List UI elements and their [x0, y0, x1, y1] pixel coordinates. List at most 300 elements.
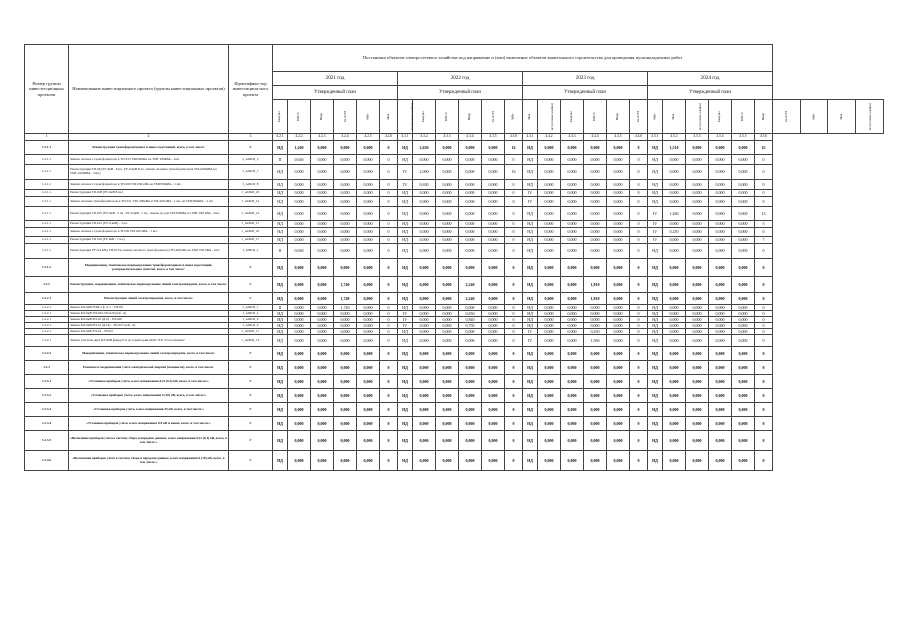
- value-cell: 0: [505, 451, 523, 471]
- value-cell: НД: [648, 451, 663, 471]
- value-cell: 0,000: [561, 221, 584, 228]
- value-cell: 0,000: [538, 311, 561, 317]
- value-cell: НД: [523, 305, 538, 311]
- value-cell: 0,000: [459, 141, 482, 155]
- header-year-2024: 2024 год: [648, 72, 773, 86]
- value-cell: 0,000: [334, 311, 357, 317]
- value-cell: 0,000: [334, 244, 357, 259]
- value-cell: 0,650: [459, 311, 482, 317]
- value-cell: 0: [505, 244, 523, 259]
- project-name-cell: Замена силового трансформатора в ТП-020 ТМ 630 кВА на ТМГ630кВА - 1 шт.: [69, 180, 229, 190]
- value-cell: 0,000: [311, 361, 334, 375]
- value-cell: 0,000: [709, 293, 732, 305]
- project-id-cell: Г: [229, 431, 273, 451]
- project-id-cell: Г: [229, 417, 273, 431]
- value-cell: 0,000: [413, 431, 436, 451]
- value-cell: 1,740: [334, 277, 357, 293]
- group-number-cell: 1.2.3.3: [25, 403, 69, 417]
- value-cell: 0,000: [663, 155, 686, 165]
- value-cell: 0: [630, 259, 648, 277]
- column-number: 4.5.4: [709, 134, 732, 141]
- value-cell: 0,000: [561, 375, 584, 389]
- value-cell: НД: [398, 335, 413, 347]
- value-cell: 2,630: [413, 141, 436, 155]
- subcol-label: МВт: [811, 113, 816, 120]
- value-cell: 0,000: [482, 329, 505, 335]
- value-cell: 0,000: [357, 311, 380, 317]
- value-cell: IV: [398, 180, 413, 190]
- value-cell: 0,000: [436, 259, 459, 277]
- value-cell: 0,000: [709, 277, 732, 293]
- table-row: [25, 293, 884, 305]
- value-cell: 0: [505, 259, 523, 277]
- value-cell: 0,000: [311, 221, 334, 228]
- table-row: [25, 244, 884, 259]
- value-cell: 0,000: [732, 197, 755, 207]
- column-number: 4.2.1: [273, 134, 288, 141]
- value-cell: 0: [505, 335, 523, 347]
- value-cell: 0,000: [686, 293, 709, 305]
- value-cell: 0,000: [436, 197, 459, 207]
- group-number-cell: 1.2.2.1: [25, 311, 69, 317]
- value-cell: 0,000: [413, 329, 436, 335]
- column-number: 4.2.2: [288, 134, 311, 141]
- value-cell: 0,000: [686, 244, 709, 259]
- value-cell: 0,000: [732, 451, 755, 471]
- value-cell: IV: [398, 323, 413, 329]
- value-cell: НД: [273, 165, 288, 180]
- value-cell: 0,000: [311, 417, 334, 431]
- value-cell: 0,000: [709, 417, 732, 431]
- project-name-cell: Замена КЛ-6кВ ГПП-2 ф. Р-1 - ТП-06: [69, 305, 229, 311]
- table-row: [25, 389, 884, 403]
- value-cell: 0,000: [607, 389, 630, 403]
- value-cell: 0,000: [663, 277, 686, 293]
- value-cell: 0,000: [732, 155, 755, 165]
- group-number-cell: 1.2.1.2: [25, 259, 69, 277]
- value-cell: 1,740: [334, 293, 357, 305]
- subcol-header: [755, 100, 773, 134]
- value-cell: 0,000: [459, 451, 482, 471]
- table-row: [25, 347, 884, 361]
- value-cell: 0: [755, 155, 773, 165]
- value-cell: 0,000: [709, 207, 732, 221]
- subcol-header: [584, 100, 607, 134]
- value-cell: 0,000: [584, 207, 607, 221]
- value-cell: 0,000: [311, 347, 334, 361]
- value-cell: 0,000: [663, 451, 686, 471]
- subcol-header: [357, 100, 380, 134]
- value-cell: 0,000: [436, 190, 459, 197]
- value-cell: 0,000: [663, 165, 686, 180]
- value-cell: 0,000: [334, 431, 357, 451]
- value-cell: 0: [380, 311, 398, 317]
- value-cell: 0: [630, 244, 648, 259]
- value-cell: 0,000: [709, 180, 732, 190]
- value-cell: 0: [630, 165, 648, 180]
- value-cell: 0,000: [732, 417, 755, 431]
- value-cell: 0,000: [607, 323, 630, 329]
- subcol-label: МВт: [365, 113, 370, 120]
- value-cell: 0,000: [538, 417, 561, 431]
- value-cell: НД: [398, 305, 413, 311]
- value-cell: 0: [755, 389, 773, 403]
- value-cell: 0,000: [459, 431, 482, 451]
- project-name-cell: Реконструкция, модернизация, техническое перевооружение линий электропередачи, всего, в том числе:: [69, 277, 229, 293]
- value-cell: 0,000: [561, 329, 584, 335]
- value-cell: 0,000: [311, 317, 334, 323]
- value-cell: НД: [648, 141, 663, 155]
- value-cell: 0,000: [482, 237, 505, 244]
- value-cell: 0,000: [663, 221, 686, 228]
- column-number: 4.4.2: [538, 134, 561, 141]
- group-number-cell: 1.2.1.1: [25, 207, 69, 221]
- value-cell: 0,000: [607, 317, 630, 323]
- value-cell: 25: [755, 141, 773, 155]
- project-id-cell: J_AOKD_13: [229, 335, 273, 347]
- value-cell: 0,000: [584, 244, 607, 259]
- value-cell: 0,000: [436, 293, 459, 305]
- value-cell: 0,000: [357, 228, 380, 237]
- value-cell: НД: [523, 375, 538, 389]
- header-year-2022: 2022 год: [398, 72, 523, 86]
- group-number-cell: 1.2.1.1: [25, 197, 69, 207]
- value-cell: 0,000: [538, 347, 561, 361]
- value-cell: 0,000: [482, 451, 505, 471]
- value-cell: 0: [505, 293, 523, 305]
- value-cell: 0,000: [584, 347, 607, 361]
- value-cell: 0,000: [561, 237, 584, 244]
- value-cell: 0,000: [561, 155, 584, 165]
- group-number-cell: 1.2.2.1: [25, 305, 69, 311]
- value-cell: 0,000: [357, 180, 380, 190]
- value-cell: 0,000: [334, 347, 357, 361]
- table-row: [25, 165, 884, 180]
- value-cell: 0,000: [709, 375, 732, 389]
- value-cell: 0,000: [288, 259, 311, 277]
- value-cell: 0,000: [584, 403, 607, 417]
- project-name-cell: Замена КЛ-6кВ РП-22 (ф.16) - ТП-027 (каб. А): [69, 323, 229, 329]
- value-cell: 0,000: [686, 180, 709, 190]
- project-name-cell: Реконструкция трансформаторных и иных подстанций, всего, в том числе:: [69, 141, 229, 155]
- group-number-cell: 1.2.2.1: [25, 317, 69, 323]
- table-row: [25, 451, 884, 471]
- value-cell: 0,000: [732, 221, 755, 228]
- table-row: [25, 197, 884, 207]
- value-cell: НД: [398, 375, 413, 389]
- value-cell: 0: [630, 305, 648, 311]
- column-number: 4.3.1: [398, 134, 413, 141]
- value-cell: 0,000: [686, 228, 709, 237]
- value-cell: НД: [273, 141, 288, 155]
- project-name-cell: Реконструкция ТП-06 (РУ-6кВ - 8 яч., РУ-0,4кВ-8 яч. замена силовых трансформаторов ТМ-1000кВА на ТМГ-1000кВА - 2шт.): [69, 165, 229, 180]
- value-cell: 0,000: [538, 277, 561, 293]
- value-cell: 0,000: [686, 259, 709, 277]
- subcol-label: шт (полные ячейки): [697, 102, 702, 131]
- value-cell: 0: [380, 323, 398, 329]
- group-number-cell: 1.2.2.1: [25, 329, 69, 335]
- value-cell: НД: [273, 221, 288, 228]
- value-cell: 0,000: [607, 277, 630, 293]
- value-cell: 0,000: [584, 141, 607, 155]
- value-cell: 0: [380, 451, 398, 471]
- value-cell: 0: [755, 451, 773, 471]
- value-cell: 0: [630, 451, 648, 471]
- value-cell: 2,000: [413, 165, 436, 180]
- value-cell: 0,000: [584, 237, 607, 244]
- value-cell: 0,000: [311, 305, 334, 311]
- value-cell: НД: [648, 335, 663, 347]
- value-cell: 0,000: [482, 375, 505, 389]
- value-cell: IV: [523, 335, 538, 347]
- value-cell: 0,000: [288, 323, 311, 329]
- value-cell: 0: [630, 228, 648, 237]
- value-cell: 0,000: [607, 190, 630, 197]
- value-cell: НД: [398, 389, 413, 403]
- value-cell: 0,000: [709, 259, 732, 277]
- value-cell: 0: [630, 323, 648, 329]
- value-cell: 0,000: [459, 335, 482, 347]
- table-row: [25, 207, 884, 221]
- value-cell: 0,000: [584, 228, 607, 237]
- subcol-label: Мвар: [467, 112, 472, 121]
- group-number-cell: 1.2.2: [25, 277, 69, 293]
- subcol-label: шт (полные ячейки): [409, 102, 414, 131]
- value-cell: 0,000: [459, 207, 482, 221]
- value-cell: 0,000: [584, 375, 607, 389]
- investment-table: [24, 44, 884, 471]
- value-cell: 0,000: [482, 403, 505, 417]
- value-cell: 0,000: [686, 277, 709, 293]
- subcol-header: [288, 100, 311, 134]
- value-cell: НД: [398, 293, 413, 305]
- value-cell: 0,000: [334, 190, 357, 197]
- value-cell: 0,000: [686, 375, 709, 389]
- group-number-cell: 1.2.3.1: [25, 375, 69, 389]
- value-cell: 0,000: [311, 228, 334, 237]
- value-cell: IV: [648, 207, 663, 221]
- value-cell: НД: [273, 403, 288, 417]
- value-cell: 0,000: [334, 317, 357, 323]
- subcol-label: МВ×А: [444, 111, 449, 122]
- value-cell: 0,000: [607, 431, 630, 451]
- subcol-header: [561, 100, 584, 134]
- value-cell: 0,000: [607, 361, 630, 375]
- value-cell: 0,000: [686, 207, 709, 221]
- header-top-title: Постановка объектов электросетевого хозяйства под напряжение и (или) включение объектов капитального строительства для проведения пусконаладочных работ: [273, 45, 773, 72]
- value-cell: 0,000: [584, 311, 607, 317]
- value-cell: 0: [505, 347, 523, 361]
- value-cell: НД: [523, 323, 538, 329]
- value-cell: НД: [648, 317, 663, 323]
- value-cell: 0,000: [538, 389, 561, 403]
- value-cell: 0,000: [413, 228, 436, 237]
- value-cell: 13: [755, 207, 773, 221]
- value-cell: IV: [523, 329, 538, 335]
- value-cell: 0,000: [538, 259, 561, 277]
- value-cell: 0: [755, 403, 773, 417]
- value-cell: 0,000: [413, 237, 436, 244]
- value-cell: 0,000: [413, 244, 436, 259]
- value-cell: НД: [273, 329, 288, 335]
- value-cell: 0,000: [436, 361, 459, 375]
- value-cell: 0,750: [459, 323, 482, 329]
- value-cell: НД: [398, 197, 413, 207]
- project-name-cell: Реконструкция ТП 016 (РУ 6кВ - 7 яч.): [69, 237, 229, 244]
- value-cell: 0,000: [584, 259, 607, 277]
- value-cell: 0: [755, 197, 773, 207]
- value-cell: 0,000: [334, 155, 357, 165]
- value-cell: 0,000: [561, 277, 584, 293]
- value-cell: 0,000: [538, 237, 561, 244]
- value-cell: 0,000: [709, 389, 732, 403]
- subcol-header: [732, 100, 755, 134]
- value-cell: 0,000: [436, 389, 459, 403]
- column-number: 1: [25, 134, 69, 141]
- value-cell: 0,000: [413, 403, 436, 417]
- project-name-cell: Реконструкция ТП-021 (РУ-0,4кВ) - 5 яч.: [69, 221, 229, 228]
- value-cell: 0: [630, 180, 648, 190]
- value-cell: НД: [273, 317, 288, 323]
- value-cell: 0,000: [663, 197, 686, 207]
- value-cell: 0,000: [584, 221, 607, 228]
- value-cell: 0,000: [732, 190, 755, 197]
- value-cell: 0,000: [732, 165, 755, 180]
- value-cell: 0,000: [436, 451, 459, 471]
- subcol-label: Мва: [671, 113, 676, 120]
- value-cell: 0,000: [538, 180, 561, 190]
- value-cell: 0,000: [436, 165, 459, 180]
- value-cell: 0: [755, 417, 773, 431]
- value-cell: 0,000: [561, 141, 584, 155]
- value-cell: 0,000: [686, 431, 709, 451]
- group-number-cell: 1.2.2.2: [25, 347, 69, 361]
- value-cell: 0: [630, 347, 648, 361]
- value-cell: 0,000: [436, 335, 459, 347]
- column-number: 4.2.4: [334, 134, 357, 141]
- value-cell: 0: [630, 335, 648, 347]
- value-cell: НД: [273, 389, 288, 403]
- table-row: [25, 180, 884, 190]
- value-cell: 0: [505, 190, 523, 197]
- value-cell: 0,000: [607, 228, 630, 237]
- value-cell: 0: [380, 335, 398, 347]
- value-cell: 0,000: [561, 431, 584, 451]
- value-cell: 0,000: [288, 221, 311, 228]
- value-cell: 0,000: [288, 190, 311, 197]
- value-cell: НД: [523, 244, 538, 259]
- value-cell: 0,000: [482, 165, 505, 180]
- value-cell: 0,000: [663, 305, 686, 311]
- value-cell: 0,000: [561, 180, 584, 190]
- project-id-cell: I_AOKD_1: [229, 244, 273, 259]
- value-cell: 0,000: [357, 244, 380, 259]
- value-cell: НД: [398, 221, 413, 228]
- value-cell: 0: [380, 259, 398, 277]
- value-cell: 0,000: [686, 165, 709, 180]
- project-id-cell: Г: [229, 361, 273, 375]
- value-cell: 0,000: [607, 197, 630, 207]
- value-cell: 0,000: [288, 431, 311, 451]
- subcol-label: км ЛЭП: [342, 111, 347, 122]
- project-name-cell: Замена силовых трансформаторов в ТП-011 ТТ0-400кВА и ТМ-400 кВА - 1 шт. на ТМГ400кВА - 2 шт.: [69, 197, 229, 207]
- value-cell: 0,000: [732, 244, 755, 259]
- value-cell: 0,000: [413, 417, 436, 431]
- value-cell: 0,000: [732, 277, 755, 293]
- subcol-label: Квартал: [569, 110, 574, 123]
- subcol-header: [607, 100, 630, 134]
- project-id-cell: J_AOKD_6: [229, 317, 273, 323]
- value-cell: 0,000: [334, 451, 357, 471]
- value-cell: 7: [755, 237, 773, 244]
- value-cell: 0,000: [436, 277, 459, 293]
- value-cell: НД: [523, 417, 538, 431]
- subcol-label: Мва: [839, 113, 844, 120]
- value-cell: 0,000: [561, 244, 584, 259]
- value-cell: 0,000: [663, 347, 686, 361]
- value-cell: НД: [648, 155, 663, 165]
- subcol-label: шт (полные ячейки): [549, 102, 554, 131]
- subcol-header: [380, 100, 398, 134]
- value-cell: 0: [755, 361, 773, 375]
- value-cell: НД: [273, 347, 288, 361]
- value-cell: 0,000: [607, 237, 630, 244]
- value-cell: 0,000: [288, 347, 311, 361]
- value-cell: 0,000: [538, 361, 561, 375]
- value-cell: 0,000: [357, 207, 380, 221]
- value-cell: 0,000: [561, 417, 584, 431]
- project-name-cell: «Установка приборов учета, класс напряжения 0,22 (0,4) кВ, всего, в том числе:»: [69, 375, 229, 389]
- value-cell: 0,000: [288, 417, 311, 431]
- value-cell: 0,000: [561, 305, 584, 311]
- value-cell: НД: [273, 323, 288, 329]
- header-plan-2022: Утвержденный план: [398, 86, 523, 100]
- value-cell: 0,000: [663, 403, 686, 417]
- value-cell: 8: [630, 190, 648, 197]
- value-cell: 0,000: [663, 311, 686, 317]
- value-cell: 0,000: [584, 389, 607, 403]
- value-cell: 0,000: [436, 237, 459, 244]
- table-row: [25, 417, 884, 431]
- value-cell: IV: [648, 228, 663, 237]
- value-cell: 0: [380, 403, 398, 417]
- value-cell: НД: [648, 311, 663, 317]
- value-cell: 0,000: [357, 389, 380, 403]
- subcol-header: [709, 100, 732, 134]
- value-cell: 0,000: [436, 431, 459, 451]
- value-cell: 0,000: [686, 141, 709, 155]
- value-cell: 0: [755, 244, 773, 259]
- value-cell: 0: [630, 431, 648, 451]
- project-name-cell: Реконструкция ТП-028 (РУ-6кВ 8 яч.): [69, 190, 229, 197]
- value-cell: 0,000: [663, 329, 686, 335]
- value-cell: 0,000: [607, 403, 630, 417]
- value-cell: 0: [505, 311, 523, 317]
- value-cell: 0,000: [413, 389, 436, 403]
- value-cell: 0,000: [607, 417, 630, 431]
- value-cell: 0: [755, 165, 773, 180]
- value-cell: 1,810: [584, 293, 607, 305]
- value-cell: 0,000: [686, 237, 709, 244]
- value-cell: 0,000: [584, 317, 607, 323]
- subcol-label: Мвар: [319, 112, 324, 121]
- subcol-header: [800, 100, 828, 134]
- project-name-cell: Замена участков двух КЛ-6кВ фидер Р-6 по территории ООО "КХ "Ростсельмаш": [69, 335, 229, 347]
- table-row: [25, 431, 884, 451]
- value-cell: 0,000: [311, 155, 334, 165]
- project-name-cell: Развитие и модернизация учета электрической энергии (мощности), всего, в том числе:: [69, 361, 229, 375]
- value-cell: 0,000: [709, 403, 732, 417]
